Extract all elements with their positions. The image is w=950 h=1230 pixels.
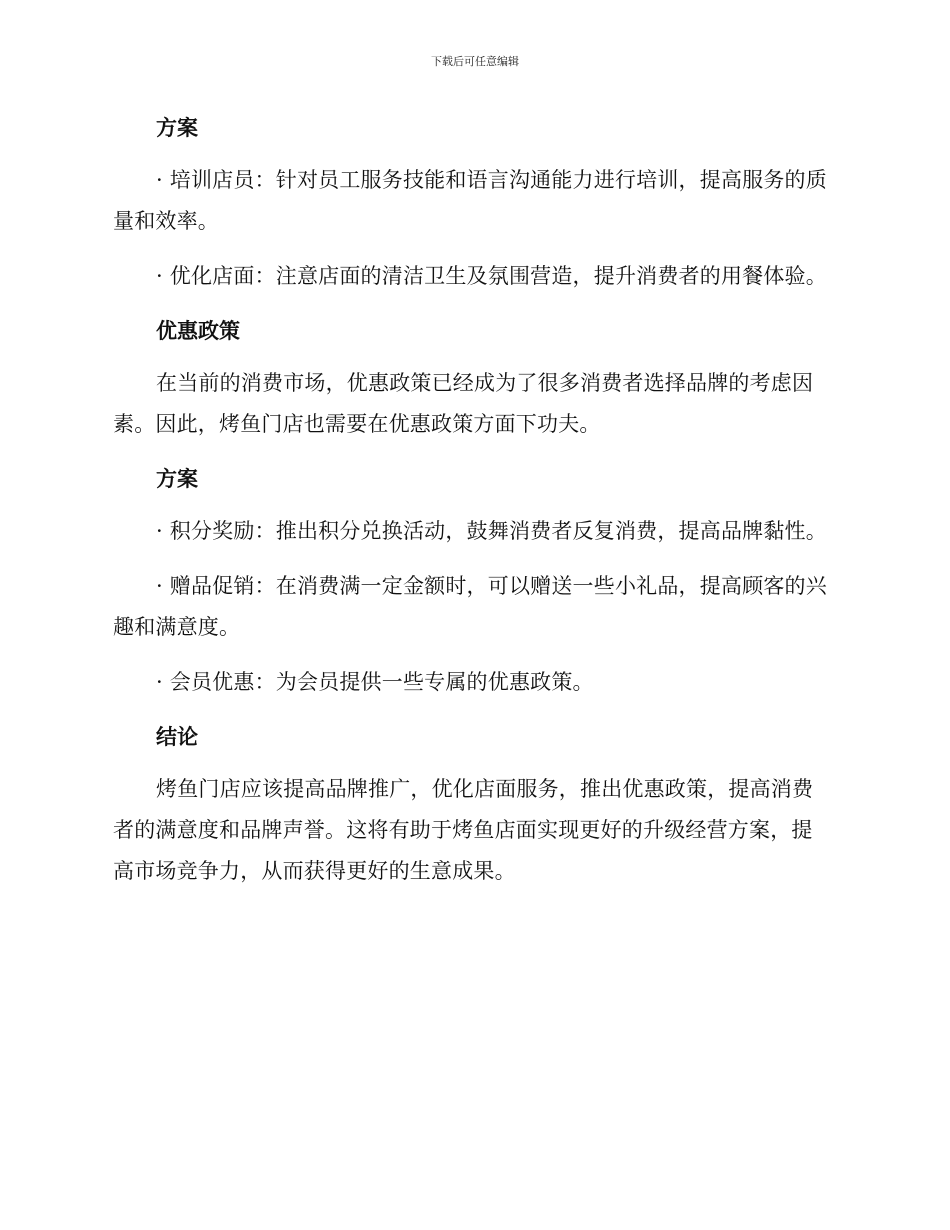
header-note: 下载后可任意编辑 bbox=[431, 55, 519, 68]
plan-item-member-discount: · 会员优惠：为会员提供一些专属的优惠政策。 bbox=[156, 670, 594, 694]
section-heading-plan-1: 方案 bbox=[156, 116, 198, 140]
plan-item-train-staff: · 培训店员：针对员工服务技能和语言沟通能力进行培训，提高服务的质量和效率。 bbox=[113, 168, 827, 233]
discount-policy-paragraph: 在当前的消费市场，优惠政策已经成为了很多消费者选择品牌的考虑因素。因此，烤鱼门店也需要在优惠政策方面下功夫。 bbox=[113, 371, 814, 436]
plan-item-gift-promotion: · 赠品促销：在消费满一定金额时，可以赠送一些小礼品，提高顾客的兴趣和满意度。 bbox=[113, 574, 827, 639]
plan-item-optimize-store: · 优化店面：注意店面的清洁卫生及氛围营造，提升消费者的用餐体验。 bbox=[156, 264, 827, 288]
section-heading-conclusion: 结论 bbox=[156, 725, 198, 749]
conclusion-paragraph: 烤鱼门店应该提高品牌推广，优化店面服务，推出优惠政策，提高消费者的满意度和品牌声誉。这将有助于烤鱼店面实现更好的升级经营方案，提高市场竞争力，从而获得更好的生意成果。 bbox=[113, 777, 814, 883]
section-heading-discount-policy: 优惠政策 bbox=[156, 319, 240, 343]
plan-item-points-reward: · 积分奖励：推出积分兑换活动，鼓舞消费者反复消费，提高品牌黏性。 bbox=[156, 519, 827, 543]
document-body bbox=[113, 108, 833, 892]
section-heading-plan-2: 方案 bbox=[156, 467, 198, 491]
